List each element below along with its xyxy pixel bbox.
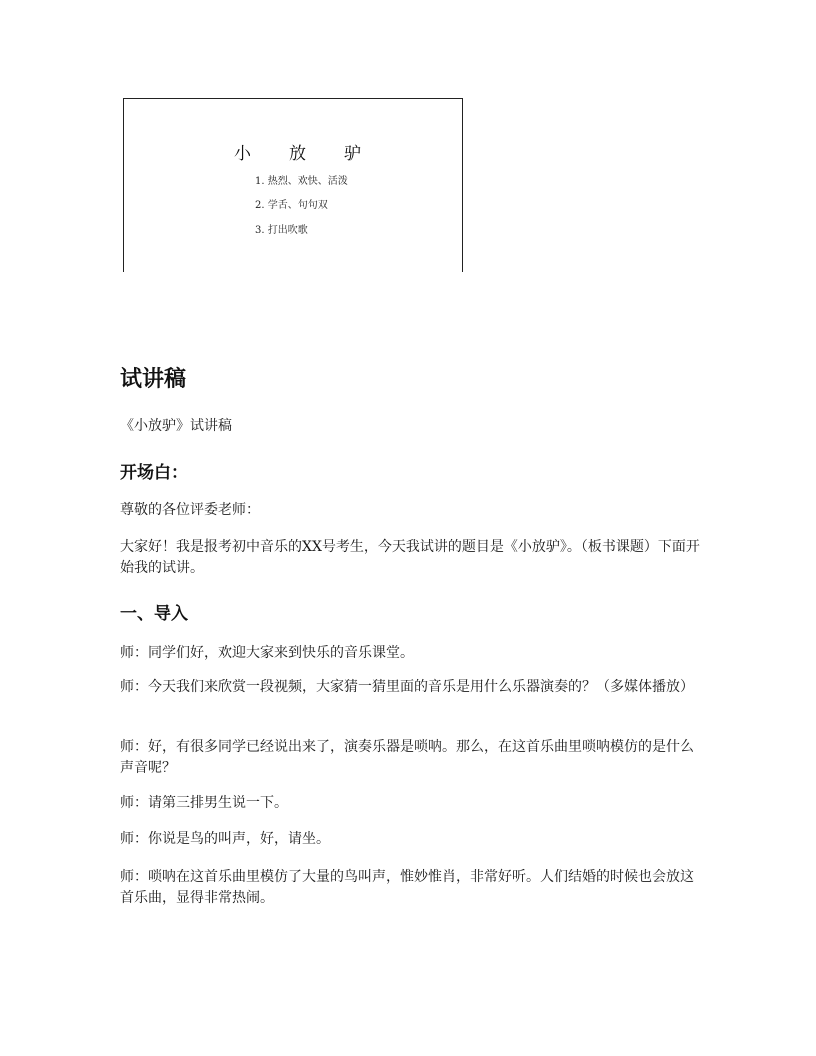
board-title-char-3: 驴	[344, 144, 361, 164]
board-title-char-1: 小	[234, 144, 251, 164]
section-heading-opening: 开场白：	[120, 463, 188, 483]
dialogue-line-6: 师：唢呐在这首乐曲里模仿了大量的鸟叫声，惟妙惟肖，非常好听。人们结婚的时候也会放这首乐曲，显得非常热闹。	[120, 869, 694, 906]
dialogue-line-1: 师：同学们好，欢迎大家来到快乐的音乐课堂。	[120, 645, 414, 661]
board-item-1: 1. 热烈、欢快、活泼	[255, 176, 348, 187]
greeting-paragraph: 尊敬的各位评委老师：	[120, 502, 260, 518]
section-heading-intro: 一、导入	[120, 604, 188, 624]
board-item-2: 2. 学舌、句句双	[255, 200, 328, 211]
board-title	[234, 139, 361, 164]
board-title-char-2: 放	[289, 144, 306, 164]
dialogue-line-5: 师：你说是鸟的叫声，好，请坐。	[120, 831, 330, 847]
dialogue-line-3: 师：好，有很多同学已经说出来了，演奏乐器是唢呐。那么，在这首乐曲里唢呐模仿的是什么声音呢？	[120, 739, 694, 776]
document-subtitle: 《小放驴》试讲稿	[120, 418, 232, 434]
board-item-3: 3. 打出吹歌	[255, 225, 308, 236]
dialogue-line-2: 师：今天我们来欣赏一段视频，大家猜一猜里面的音乐是用什么乐器演奏的？（多媒体播放）	[120, 679, 694, 695]
intro-paragraph: 大家好！我是报考初中音乐的XX号考生，今天我试讲的题目是《小放驴》。（板书课题）下面开始我的试讲。	[120, 539, 700, 576]
dialogue-line-4: 师：请第三排男生说一下。	[120, 795, 288, 811]
blackboard-design	[123, 98, 463, 272]
document-heading: 试讲稿	[120, 367, 187, 392]
